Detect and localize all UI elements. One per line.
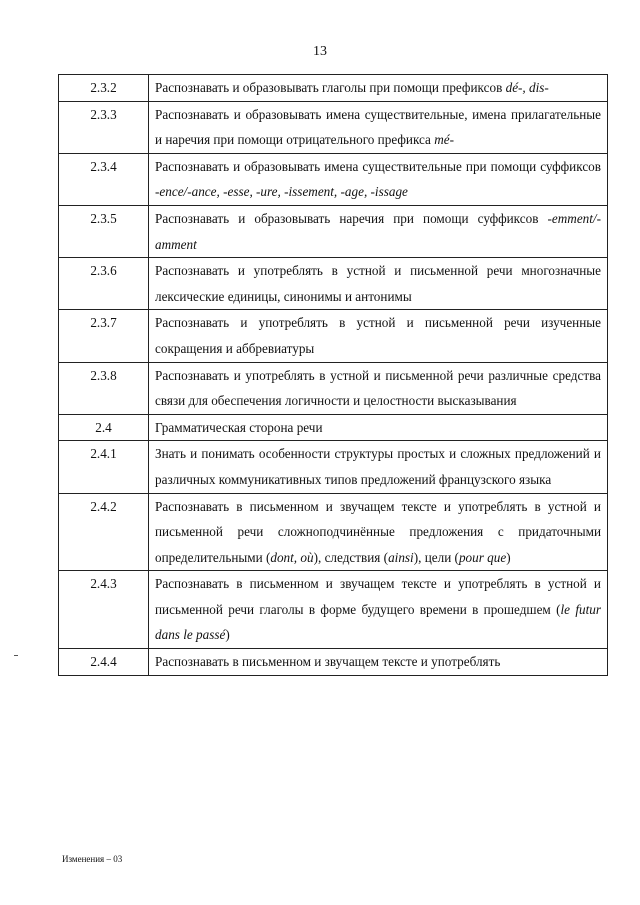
row-number: 2.4 [59, 414, 149, 441]
table-row [59, 153, 608, 205]
table-row [59, 441, 608, 493]
row-description [149, 310, 608, 362]
text-segment: Распознавать и образовывать имена существительные при помощи суффиксов [155, 158, 601, 174]
italic-term: -ence/-ance, -esse, -ure, -issement, -age, -issage [155, 184, 408, 200]
row-description [149, 258, 608, 310]
text-segment: Распознавать и образовывать наречия при помощи суффиксов [155, 210, 548, 226]
table-row [59, 258, 608, 310]
text-segment: Распознавать и образовывать имена существительные, имена прилагательные и наречия при помощи отрицательного префикса [155, 106, 601, 148]
text-segment: ) [506, 549, 511, 565]
text-segment: ), следствия ( [313, 549, 389, 565]
footer-revision: Изменения – 03 [62, 854, 123, 864]
text-segment: ) [225, 627, 230, 643]
row-number: 2.3.4 [59, 153, 149, 205]
text-segment: Распознавать в письменном и звучащем тексте и употреблять в устной и письменной речи глаголы в форме будущего времени в прошедшем ( [155, 576, 601, 617]
table-row [59, 414, 608, 441]
row-description [149, 571, 608, 649]
italic-term: pour que [458, 549, 507, 565]
text-segment: Знать и понимать особенности структуры простых и сложных предложений и различных коммуникативных типов предложений французского языка [155, 446, 601, 487]
italic-term: le futur dans le passé [155, 601, 601, 643]
row-number: 2.3.7 [59, 310, 149, 362]
table-row [59, 205, 608, 257]
row-description [149, 362, 608, 414]
text-segment: Распознавать и употреблять в устной и письменной речи многозначные лексические единицы, синонимы и антонимы [155, 263, 601, 304]
row-number: 2.3.8 [59, 362, 149, 414]
requirements-table [58, 74, 608, 676]
text-segment: ), цели ( [413, 549, 459, 565]
row-description [149, 414, 608, 441]
text-segment: Распознавать в письменном и звучащем тексте и употреблять [155, 654, 501, 670]
table-row [59, 362, 608, 414]
text-segment: Распознавать и образовывать глаголы при помощи префиксов [155, 80, 506, 95]
italic-term: mé- [434, 132, 454, 148]
table-row [59, 493, 608, 571]
page-number: 13 [313, 44, 327, 59]
text-segment: Распознавать и употреблять в устной и письменной речи различные средства связи для обеспечения логичности и целостности высказывания [155, 367, 601, 409]
row-description [149, 441, 608, 493]
italic-term: dé-, dis- [505, 80, 549, 95]
row-number: 2.3.2 [59, 75, 149, 102]
row-description [149, 153, 608, 205]
italic-term: ainsi [388, 549, 414, 565]
italic-term: -emment/-amment [155, 210, 601, 252]
row-number: 2.4.2 [59, 493, 149, 571]
table-body [59, 75, 608, 676]
table-row [59, 101, 608, 153]
row-description [149, 101, 608, 153]
row-number: 2.3.5 [59, 205, 149, 257]
table-row [59, 310, 608, 362]
row-description [149, 205, 608, 257]
row-number: 2.4.1 [59, 441, 149, 493]
table-row [59, 571, 608, 649]
text-segment: Распознавать и употреблять в устной и письменной речи изученные сокращения и аббревиатуры [155, 315, 601, 356]
table-row [59, 649, 608, 676]
text-segment: Грамматическая сторона речи [155, 419, 323, 435]
row-number: 2.3.3 [59, 101, 149, 153]
row-description [149, 75, 608, 102]
margin-mark [14, 655, 18, 656]
table-row [59, 75, 608, 102]
row-number: 2.4.3 [59, 571, 149, 649]
row-number: 2.3.6 [59, 258, 149, 310]
row-description [149, 493, 608, 571]
row-description [149, 649, 608, 676]
row-number: 2.4.4 [59, 649, 149, 676]
text-segment: Распознавать в письменном и звучащем тексте и употреблять в устной и письменной речи сложноподчинённые предложения с придаточными определительными ( [155, 498, 601, 565]
italic-term: dont, où [270, 549, 314, 565]
